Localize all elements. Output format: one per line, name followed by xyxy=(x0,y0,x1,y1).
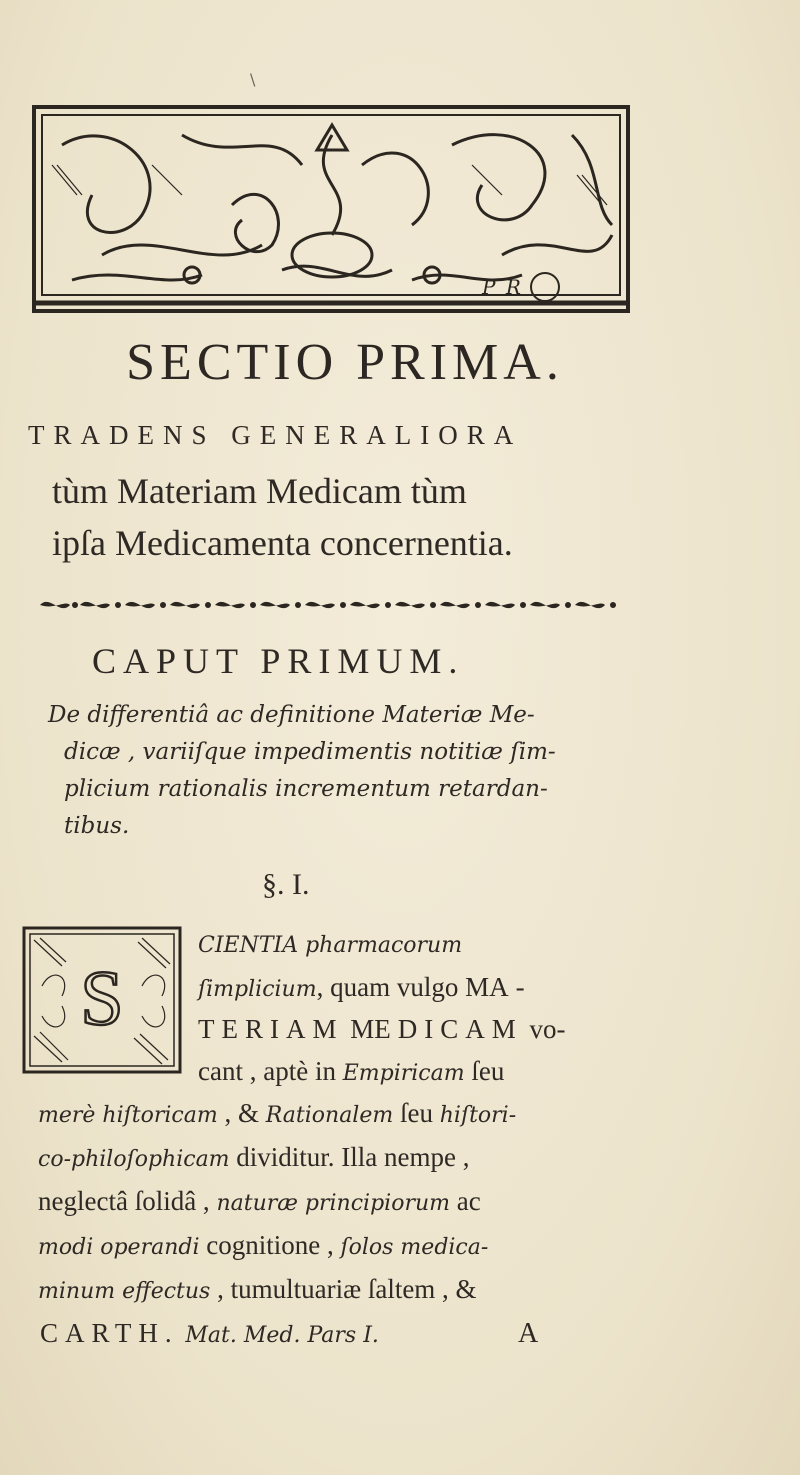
body-line xyxy=(198,928,462,959)
section-title: SECTIO PRIMA. xyxy=(126,334,564,391)
text-run: ſeu xyxy=(464,1056,505,1086)
text-run: , tumultuariæ ſaltem , & xyxy=(210,1274,477,1304)
body-line xyxy=(198,1056,504,1087)
initial-letter: S xyxy=(80,954,124,1041)
text-run: TERIAM xyxy=(198,1014,344,1044)
signature-title: Mat. Med. Pars I. xyxy=(185,1323,379,1348)
signature-prefix: CARTH. xyxy=(40,1318,179,1348)
body-line xyxy=(38,1274,477,1305)
text-run: hiſtori- xyxy=(439,1103,517,1128)
text-run: , quam vulgo M xyxy=(316,972,490,1002)
text-run: cognitione , xyxy=(199,1230,341,1260)
summary-line: De differentiâ ac definitione Materiæ Me- xyxy=(48,702,535,728)
summary-line: tibus. xyxy=(64,813,130,839)
body-line xyxy=(198,972,532,1003)
text-run: co-philoſophicam xyxy=(38,1147,230,1172)
text-run: minum effectus xyxy=(38,1279,211,1304)
text-run: Empiricam xyxy=(342,1061,465,1086)
headpiece-monogram: P R xyxy=(482,275,523,299)
text-run: ſolos medica- xyxy=(340,1235,489,1260)
stray-mark: \ xyxy=(250,70,256,89)
subtitle-line-3: ipſa Medicamenta concernentia. xyxy=(52,523,513,563)
summary-line: plicium rationalis incrementum retardan- xyxy=(64,776,548,802)
text-run: merè hiſtoricam xyxy=(38,1103,218,1128)
text-run: M xyxy=(343,1014,375,1044)
body-line xyxy=(38,1142,470,1173)
text-run: Rationalem xyxy=(265,1103,394,1128)
body-line xyxy=(38,1098,516,1129)
chapter-title: CAPUT PRIMUM. xyxy=(92,641,465,681)
text-run: ſeu xyxy=(393,1098,440,1128)
text-run: ſimplicium xyxy=(198,977,317,1002)
decorated-initial xyxy=(22,926,182,1074)
woodcut-headpiece xyxy=(32,105,630,313)
body-line xyxy=(198,1014,566,1045)
text-run: ac xyxy=(450,1186,481,1216)
text-run: modi operandi xyxy=(38,1235,200,1260)
printer-ornament-row xyxy=(35,592,625,618)
subtitle-line-2: tùm Materiam Medicam tùm xyxy=(52,471,467,511)
body-line xyxy=(38,1186,481,1217)
paragraph-number: §. I. xyxy=(262,868,310,901)
text-run: CIENTIA xyxy=(198,933,306,958)
signature-line xyxy=(40,1318,379,1349)
body-line xyxy=(38,1230,488,1261)
text-run: , & xyxy=(217,1098,266,1128)
subtitle-line-1: TRADENS GENERALIORA xyxy=(28,420,523,450)
text-run: EDICAM xyxy=(374,1014,523,1044)
text-run: A- xyxy=(489,972,532,1002)
summary-line: dicæ , variiſque impedimentis notitiæ ſim- xyxy=(64,739,556,765)
chapter-summary xyxy=(48,697,638,845)
text-run: neglectâ ſolidâ , xyxy=(38,1186,217,1216)
text-run: naturæ principiorum xyxy=(216,1191,450,1216)
text-run: vo- xyxy=(522,1014,566,1044)
text-run: cant , aptè in xyxy=(198,1056,343,1086)
text-run: pharmacorum xyxy=(305,933,463,958)
text-run: dividitur. Illa nempe , xyxy=(229,1142,470,1172)
signature-mark: A xyxy=(518,1318,539,1349)
